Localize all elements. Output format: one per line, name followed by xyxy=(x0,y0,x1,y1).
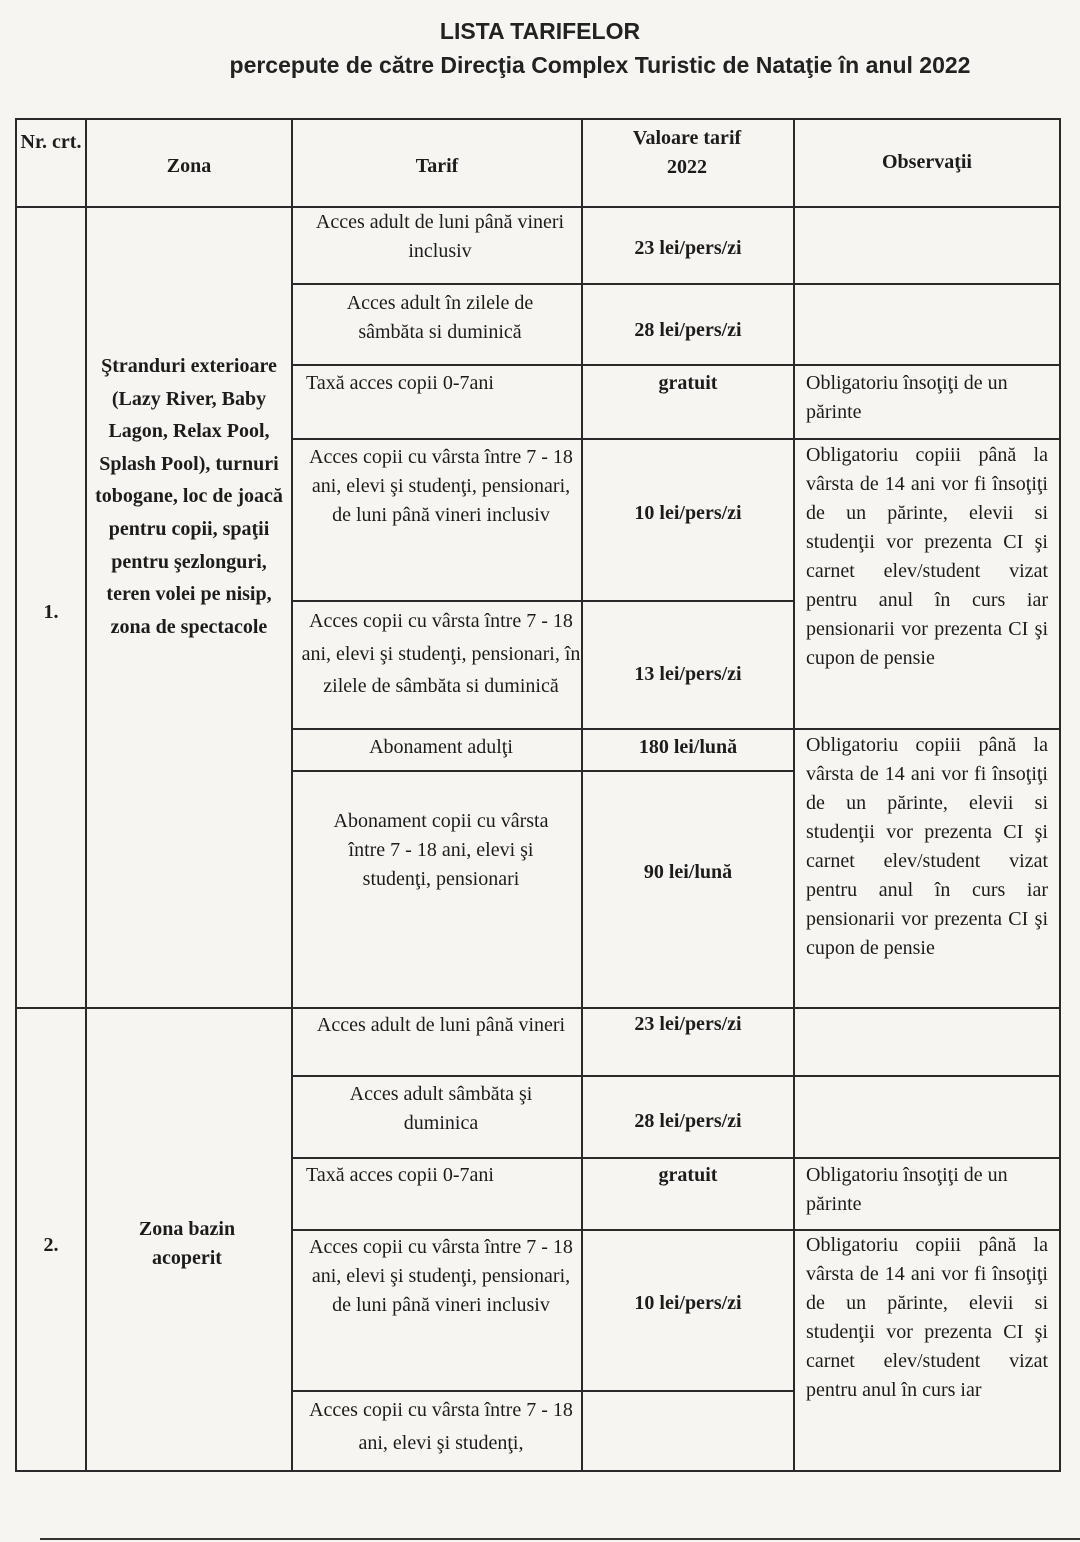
section-1-row-4-valoare: 10 lei/pers/zi xyxy=(634,502,742,524)
document-title: LISTA TARIFELOR xyxy=(439,18,641,44)
section-1-row-3-tarif: Taxă acces copii 0-7ani xyxy=(306,372,494,394)
header-tarif: Tarif xyxy=(415,155,459,177)
section-1-nr: 1. xyxy=(43,601,59,623)
section-1-row-1-tarif: Acces adult de luni până vineri inclusiv xyxy=(315,211,565,262)
section-1-row-4-tarif: Acces copii cu vârsta între 7 - 18 ani, elevi şi studenţi, pensionari, de luni până vineri inclusiv xyxy=(309,446,573,526)
section-1-row-6-tarif: Abonament adulţi xyxy=(369,736,513,758)
section-2-row-3-tarif: Taxă acces copii 0-7ani xyxy=(306,1164,494,1186)
section-2-row-2-tarif: Acces adult sâmbăta şi duminica xyxy=(349,1083,533,1134)
section-1-zona: Ştranduri exterioare (Lazy River, Baby Lagon, Relax Pool, Splash Pool), turnuri tobogane, loc de joacă pentru copii, spaţii pentru şezlonguri, teren volei pe nisip, zona de spectacole xyxy=(95,355,283,638)
section-1-obs-1: Obligatoriu însoţiţi de un părinte xyxy=(806,372,1008,423)
header-zona: Zona xyxy=(166,155,212,177)
section-2-row-1-tarif: Acces adult de luni până vineri xyxy=(316,1014,566,1036)
section-2-row-4-valoare: 10 lei/pers/zi xyxy=(634,1292,742,1314)
section-1-row-5-tarif: Acces copii cu vârsta între 7 - 18 ani, elevi şi studenţi, pensionari, în zilele de sâmbăta si duminică xyxy=(301,610,581,697)
section-1-obs-3: Obligatoriu copiii până la vârsta de 14 ani vor fi însoţiţi de un părinte, elevii si studenţii vor prezenta CI şi carnet elev/student vizat pentru anul în curs iar pensionarii vor prezenta CI şi cupon de pensie xyxy=(806,734,1048,959)
section-2-row-2-valoare: 28 lei/pers/zi xyxy=(634,1110,742,1132)
section-1-row-7-valoare: 90 lei/lună xyxy=(643,861,733,883)
bottom-rule xyxy=(40,1538,1080,1540)
section-1-row-5-valoare: 13 lei/pers/zi xyxy=(634,663,742,685)
section-1-row-6-valoare: 180 lei/lună xyxy=(638,736,738,758)
section-2-zona: Zona bazin acoperit xyxy=(138,1218,236,1269)
section-2-row-4-tarif: Acces copii cu vârsta între 7 - 18 ani, elevi şi studenţi, pensionari, de luni până vineri inclusiv xyxy=(309,1236,573,1316)
section-2-obs-2: Obligatoriu copiii până la vârsta de 14 ani vor fi însoţiţi de un părinte, elevii si studenţii vor prezenta CI şi carnet elev/student vizat pentru anul în curs iar xyxy=(806,1234,1048,1401)
section-1-row-3-valoare: gratuit xyxy=(658,372,718,394)
section-1-row-2-valoare: 28 lei/pers/zi xyxy=(634,319,742,341)
section-1-obs-2: Obligatoriu copiii până la vârsta de 14 ani vor fi însoţiţi de un părinte, elevii si studenţii vor prezenta CI şi carnet elev/student vizat pentru anul în curs iar pensionarii vor prezenta CI şi cupon de pensie xyxy=(806,444,1048,669)
section-1-row-1-valoare: 23 lei/pers/zi xyxy=(634,237,742,259)
section-1-row-2-tarif: Acces adult în zilele de sâmbăta si duminică xyxy=(346,292,534,343)
document-subtitle: percepute de către Direcţia Complex Turistic de Nataţie în anul 2022 xyxy=(229,52,971,78)
section-2-row-5-tarif: Acces copii cu vârsta între 7 - 18 ani, elevi şi studenţi, xyxy=(309,1399,573,1454)
section-2-row-3-valoare: gratuit xyxy=(658,1164,718,1186)
header-valoare: Valoare tarif 2022 xyxy=(632,127,742,178)
section-2-row-1-valoare: 23 lei/pers/zi xyxy=(634,1013,742,1035)
section-2-obs-1: Obligatoriu însoţiţi de un părinte xyxy=(806,1164,1008,1215)
header-nr-crt: Nr. crt. xyxy=(20,131,82,153)
section-2-nr: 2. xyxy=(43,1234,59,1256)
header-observatii: Observaţii xyxy=(882,151,972,173)
section-1-row-7-tarif: Abonament copii cu vârsta între 7 - 18 ani, elevi şi studenţi, pensionari xyxy=(333,810,549,890)
